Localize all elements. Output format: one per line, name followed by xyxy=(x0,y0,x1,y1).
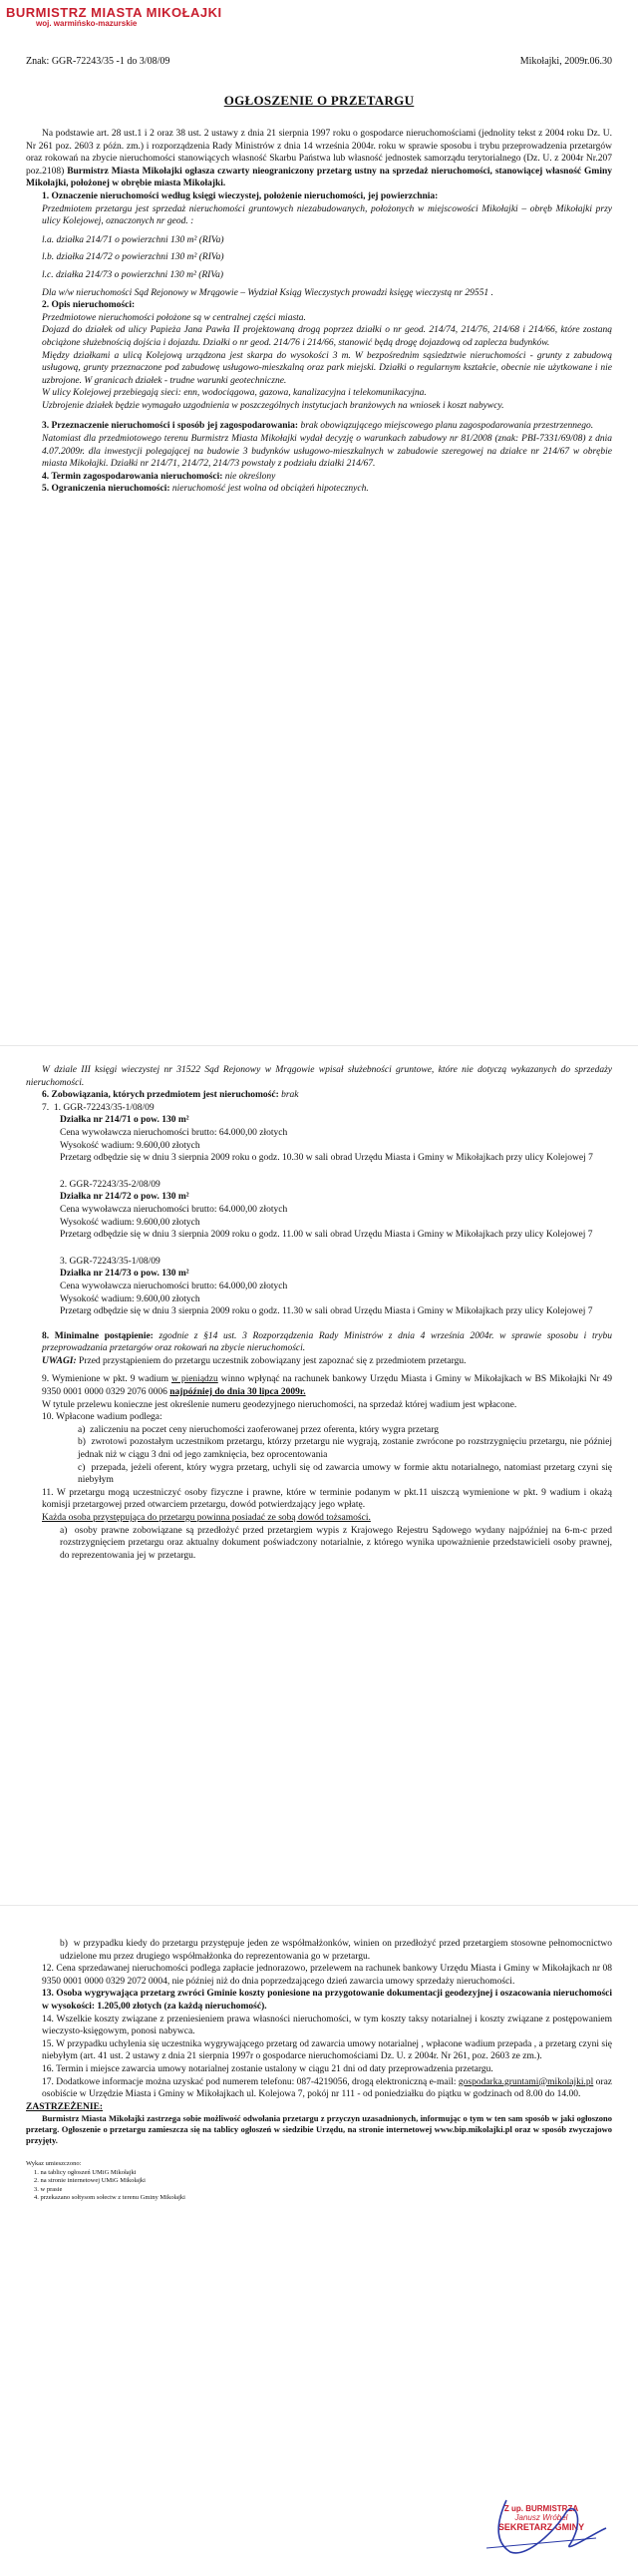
section-16: 16. Termin i miejsce zawarcia umowy notarialnej zostanie ustalony w ciągu 21 dni od daty przeprowadzenia przetargu. xyxy=(42,2063,493,2074)
section-3-heading: 3. Przeznaczenie nieruchomości i sposób jej zagospodarowania: xyxy=(42,421,299,432)
signature-name: Janusz Wróbel xyxy=(514,2513,568,2523)
reservation-text: Burmistrz Miasta Mikołajki zastrzega sobie możliwość odwołania przetargu z przyczyn uzasadnionych, informując o tym w ten sam sposób w jaki ogłoszono przetarg. Ogłoszenie o przetargu zamieszcza się na tablicy ogłoszeń w siedzibie Urzędu, na stronie internetowej www.bip.mikolajki.pl oraz w sposób zwyczajowo przyjęty. xyxy=(26,2113,612,2146)
page-2 xyxy=(0,1045,638,1905)
section-3-text2: Natomiast dla przedmiotowego terenu Burmistrz Miasta Mikołajki wydał decyzję o warunkach zabudowy nr 81/2008 (znak: PBI-7331/69/08) z dnia 4.07.2009r. dla inwestycji polegającej na budowie 3 budynków usługowo-mieszkalnych w zabudowie szeregowej na działce nr 214/67 w obrębie miasta Mikołajki. Działki nr 214/71, 214/72, 214/73 powstały z podziału działki 214/67. xyxy=(42,434,612,470)
lot-date: Przetarg odbędzie się w dniu 3 sierpnia 2009 roku o godz. 10.30 w sali obrad Urzędu Miasta i Gminy w Mikołajkach przy ulicy Kolejowej 7 xyxy=(60,1153,593,1164)
reservation-label: ZASTRZEŻENIE: xyxy=(26,2101,104,2112)
section-15: 15. W przypadku uchylenia się uczestnika wygrywającego przetarg od zawarcia umowy notarialnej , wpłacone wadium przepada , a przetarg czyni się niebyłym (art. 41 ust. 2 ustawy z dnia 21 sierpnia 1997r o gospodarce nieruchomościami Dz. U. z 2004r. Nr 261, poz. 2603 ze zm.). xyxy=(42,2038,612,2062)
kw-note: W dziale III księgi wieczystej nr 31522 Sąd Rejonowy w Mrągowie wpisał służebności gruntowe, które nie dotyczą wykazanych do sprzedaży nieruchomości. xyxy=(26,1065,612,1088)
lot-price: Cena wywoławcza nieruchomości brutto: 64.000,00 złotych xyxy=(60,1127,288,1138)
section-14: 14. Wszelkie koszty związane z przeniesieniem prawa własności nieruchomości, w tym koszty taksy notarialnej i koszty związane z postępowaniem wieczysto-księgowym, ponosi nabywca. xyxy=(42,2014,612,2037)
list-item: 2. na stronie internetowej UMiG Mikołajki xyxy=(34,2177,146,2185)
section-5: 5. Ograniczenia nieruchomości: nieruchomość jest wolna od obciążeń hipotecznych. xyxy=(42,484,369,495)
main-body-1 xyxy=(26,128,612,496)
lot-wadium: Wysokość wadium: 9.600,00 złotych xyxy=(60,1293,200,1304)
document-title: OGŁOSZENIE O PRZETARGU xyxy=(223,93,415,108)
section-4: 4. Termin zagospodarowania nieruchomości: nie określony xyxy=(42,471,276,482)
main-body-3 xyxy=(26,1938,612,2203)
list-item: b) zwrotowi pozostałym uczestnikom przetargu, którzy przetargu nie wygrają, zostanie zwrócone po rozstrzygnięciu przetargu, nie później jednak niż w ciągu 3 dni od jego zamknięcia, bez oprocentowania xyxy=(78,1437,613,1461)
list-item: 3. w prasie xyxy=(34,2185,63,2193)
stamp-title: BURMISTRZ MIASTA MIKOŁAJKI xyxy=(6,5,222,20)
land-register-note: Dla w/w nieruchomości Sąd Rejonowy w Mrągowie – Wydział Ksiąg Wieczystych prowadzi księgę wieczystą nr 29551 . xyxy=(42,287,493,298)
office-stamp xyxy=(6,6,222,28)
lot-plot: Działka nr 214/73 o pow. 130 m² xyxy=(60,1269,189,1280)
lot-wadium: Wysokość wadium: 9.600,00 złotych xyxy=(60,1217,200,1228)
payment-deadline: najpóźniej do dnia 30 lipca 2009r. xyxy=(169,1387,306,1398)
reference-number: Znak: GGR-72243/35 -1 do 3/08/09 xyxy=(26,56,170,67)
lot-1: 7. 1. GGR-72243/35-1/08/09 Działka nr 214/71 o pow. 130 m² Cena wywoławcza nieruchomości brutto: 64.000,00 złotych Wysokość wadium: 9.600,00 złotych Przetarg odbędzie się w dniu 3 sierpnia 2009 roku o godz. 10.30 w sali obrad Urzędu Miasta i Gminy w Mikołajkach przy ulicy Kolejowej 7 xyxy=(26,1102,612,1165)
section-8: 8. Minimalne postąpienie: zgodnie z §14 ust. 3 Rozporządzenia Rady Ministrów z dnia 4 września 2004r. w sprawie sposobu i trybu przeprowadzania przetargów oraz rokowań na zbycie nieruchomości. xyxy=(42,1330,613,1354)
list-item: 4. przekazano sołtysom sołectw z terenu Gminy Mikołajki xyxy=(34,2194,185,2202)
section-2-heading: 2. Opis nieruchomości: xyxy=(42,300,136,311)
lot-number: 1. GGR-72243/35-1/08/09 xyxy=(53,1102,155,1113)
section-10-list xyxy=(26,1424,612,1487)
section-10-heading: 10. Wpłacone wadium podlega: xyxy=(42,1412,162,1423)
signature-role: SEKRETARZ GMINY xyxy=(497,2522,585,2533)
list-item: a) osoby prawne zobowiązane są przedłożyć przed przetargiem wypis z Krajowego Rejestru Sądowego wydany najpóźniej na 6-m-c przed rozstrzygnięciem przetargu oraz aktualny dokument poświadczony notarialnie, z którego wynika upoważnienie przedstawicieli osoby prawnej, do reprezentowania jej w przetargu. xyxy=(60,1525,612,1561)
lot-price: Cena wywoławcza nieruchomości brutto: 64.000,00 złotych xyxy=(60,1204,288,1215)
plot-item: l.c. działka 214/73 o powierzchni 130 m² (RIVa) xyxy=(42,269,224,280)
page-3 xyxy=(0,1905,638,2576)
list-item: a) zaliczeniu na poczet ceny nieruchomości zaoferowanej przez oferenta, który wygra przetarg xyxy=(78,1424,439,1435)
lot-2 xyxy=(26,1179,612,1242)
list-item: b) w przypadku kiedy do przetargu przystępuje jeden ze współmałżonków, winien on przedłożyć przed przetargiem stosowne pełnomocnictwo udzielone mu przez drugiego współmałżonka do reprezentowania go w przetargu. xyxy=(60,1939,612,1962)
section-6: 6. Zobowiązania, których przedmiotem jest nieruchomość: brak xyxy=(42,1090,299,1101)
lot-price: Cena wywoławcza nieruchomości brutto: 64.000,00 złotych xyxy=(60,1281,288,1291)
lot-3 xyxy=(26,1256,612,1318)
section-3: 3. Przeznaczenie nieruchomości i sposób jej zagospodarowania: brak obowiązującego miejscowego planu zagospodarowania przestrzennego. xyxy=(42,421,594,432)
contact-email-link[interactable]: gospodarka.gruntami@mikolajki.pl xyxy=(458,2076,594,2087)
section-17: 17. Dodatkowe informacje można uzyskać pod numerem telefonu: 087-4219056, drogą elektroniczną e-mail: gospodarka.gruntami@mikolajki.pl oraz osobiście w Urzędzie Miasta i Gminy w Mikołajkach ul. Kolejowa 7, pokój nr 111 - od poniedziałku do piątku w godzinach od 8.00 do 14.00. xyxy=(42,2076,613,2100)
section-9: 9. Wymienione w pkt. 9 wadium w pieniądzu winno wpłynąć na rachunek bankowy Urzędu Miasta i Gminy w Mikołajkach w BS Mikołajki Nr 49 9350 0001 0000 0329 2076 0006 najpóźniej do dnia 30 lipca 2009r. xyxy=(42,1374,612,1398)
posting-list-label: Wykaz umieszczono: xyxy=(26,2160,82,2168)
lot-date: Przetarg odbędzie się w dniu 3 sierpnia 2009 roku o godz. 11.00 w sali obrad Urzędu Miasta i Gminy w Mikołajkach przy ulicy Kolejowej 7 xyxy=(60,1230,593,1241)
lot-plot: Działka nr 214/72 o pow. 130 m² xyxy=(60,1192,189,1203)
section-8-heading: 8. Minimalne postąpienie: xyxy=(42,1330,154,1341)
intro-bold: Burmistrz Miasta Mikołajki ogłasza czwarty nieograniczony przetarg ustny na sprzedaż nieruchomości, stanowiącej własność Gminy Mikołajki, położonej w obrębie miasta Mikołajki. xyxy=(26,166,613,189)
section-2-para: Przedmiotowe nieruchomości położone są w centralnej części miasta. xyxy=(42,312,306,323)
plot-item: l.b. działka 214/72 o powierzchni 130 m² (RIVa) xyxy=(42,252,224,263)
section-5-heading: 5. Ograniczenia nieruchomości: xyxy=(42,484,170,495)
list-item: c) przepada, jeżeli oferent, który wygra przetarg, uchyli się od zawarcia umowy w formie aktu notarialnego, natomiast przetarg czyni się niebyłym xyxy=(78,1462,612,1486)
section-2-para: Uzbrojenie działek będzie wymagało uzgodnienia w poszczególnych instytucjach branżowych na wniosek i koszt nabywcy. xyxy=(42,400,504,411)
lot-date: Przetarg odbędzie się w dniu 3 sierpnia 2009 roku o godz. 11.30 w sali obrad Urzędu Miasta i Gminy w Mikołajkach przy ulicy Kolejowej 7 xyxy=(60,1306,593,1317)
intro-paragraph: Na podstawie art. 28 ust.1 i 2 oraz 38 ust. 2 ustawy z dnia 21 sierpnia 1997 roku o gospodarce nieruchomościami (jednolity tekst z 2004 roku Dz. U. Nr 261 poz. 2603 z późn. zm.) i rozporządzenia Rady Ministrów z dnia 14 września 2004r. roku w sprawie sposobu i trybu przeprowadzenia przetargów oraz rokowań na zbycie nieruchomości stanowiących własność Skarbu Państwa lub własność jednostek samorządu terytorialnego (Dz. U. z 2004r Nr.207 poz.2108) Burmistrz Miasta Mikołajki ogłasza czwarty nieograniczony przetarg ustny na sprzedaż nieruchomości, stanowiącej własność Gminy Mikołajki, położonej w obrębie miasta Mikołajki. xyxy=(26,129,613,189)
lot-wadium: Wysokość wadium: 9.600,00 złotych xyxy=(60,1140,200,1151)
stamp-region: woj. warmińsko-mazurskie xyxy=(36,18,138,28)
lot-number: 3. GGR-72243/35-1/08/09 xyxy=(60,1256,160,1267)
page-1 xyxy=(0,0,638,1045)
section-13: 13. Osoba wygrywająca przetarg zwróci Gminie koszty poniesione na przygotowanie dokumentacji geodezyjnej i oszacowania nieruchomości w wysokości: 1.205,00 złotych (za każdą nieruchomość). xyxy=(42,1989,612,2012)
handwritten-signature xyxy=(467,2492,616,2562)
main-body-2 xyxy=(26,1064,612,1562)
section-4-heading: 4. Termin zagospodarowania nieruchomości: xyxy=(42,471,223,482)
reference-row xyxy=(26,56,612,67)
lot-plot: Działka nr 214/71 o pow. 130 m² xyxy=(60,1115,189,1126)
plot-item: l.a. działka 214/71 o powierzchni 130 m² (RIVa) xyxy=(42,234,224,245)
section-9-title-note: W tytule przelewu konieczne jest określenie numeru geodezyjnego nieruchomości, na sprzedaż której wadium jest wpłacone. xyxy=(42,1399,517,1410)
section-2-para: Dojazd do działek od ulicy Papieża Jana Pawła II projektowaną drogą poprzez działki o nr geod. 214/74, 214/76, 214/68 i 214/66, które zostaną obciążone służebnością dojścia i dojazdu. Działki o nr geod. 214/76 i 214/66, stanowić będą drogę dojazdową od zaplecza budynków. xyxy=(42,325,612,348)
remarks-label: UWAGI: xyxy=(42,1355,77,1366)
list-item: 1. na tablicy ogłoszeń UMiG Mikołajki xyxy=(34,2168,137,2176)
lot-number: 2. GGR-72243/35-2/08/09 xyxy=(60,1179,160,1190)
section-2-para: Między działkami a ulicą Kolejową urządzona jest skarpa do wysokości 3 m. W bezpośrednim sąsiedztwie nieruchomości - grunty z zabudową usługową, grunty przeznaczone pod zabudowę usługowo-mieszkalną oraz park miejski. Działki o regularnym kształcie, obecnie nie użytkowane i nie uzbrojone. W granicach działek - trudne warunki geotechniczne. xyxy=(42,350,612,386)
place-date: Mikołajki, 2009r.06.30 xyxy=(519,56,612,67)
section-1-heading: 1. Oznaczenie nieruchomości według księgi wieczystej, położenie nieruchomości, jej powierzchnia: xyxy=(42,190,439,201)
section-2-para: W ulicy Kolejowej przebiegają sieci: enn, wodociągowa, gazowa, kanalizacyjna i telekomunikacyjna. xyxy=(42,388,427,399)
signature-line-1: Z up. BURMISTRZA xyxy=(503,2504,579,2513)
identity-requirement: Każda osoba przystępująca do przetargu powinna posiadać ze sobą dowód tożsamości. xyxy=(42,1513,371,1523)
remarks: UWAGI: Przed przystąpieniem do przetargu uczestnik zobowiązany jest zapoznać się z przedmiotem przetargu. xyxy=(42,1355,467,1366)
section-6-heading: 6. Zobowiązania, których przedmiotem jest nieruchomość: xyxy=(42,1090,279,1101)
section-1-text: Przedmiotem przetargu jest sprzedaż nieruchomości gruntowych niezabudowanych, położonych w miejscowości Mikołajki – obręb Mikołajki przy ulicy Kolejowej, oznaczonych nr geod. : xyxy=(42,203,612,227)
posting-list xyxy=(26,2160,612,2203)
section-12: 12. Cena sprzedawanej nieruchomości podlega zapłacie jednorazowo, przelewem na rachunek bankowy Urzędu Miasta i Gminy w Mikołajkach nr 08 9350 0001 0000 0329 2072 0004, nie później niż do dnia poprzedzającego dzień zawarcia umowy sprzedaży nieruchomości. xyxy=(42,1964,612,1987)
section-11: 11. W przetargu mogą uczestniczyć osoby fizyczne i prawne, które w terminie podanym w pkt.11 uiszczą wymienione w pkt. 9 wadium i okażą komisji przetargowej przed otwarciem przetargu, dowód potwierdzający jego wpłatę. xyxy=(42,1487,612,1511)
